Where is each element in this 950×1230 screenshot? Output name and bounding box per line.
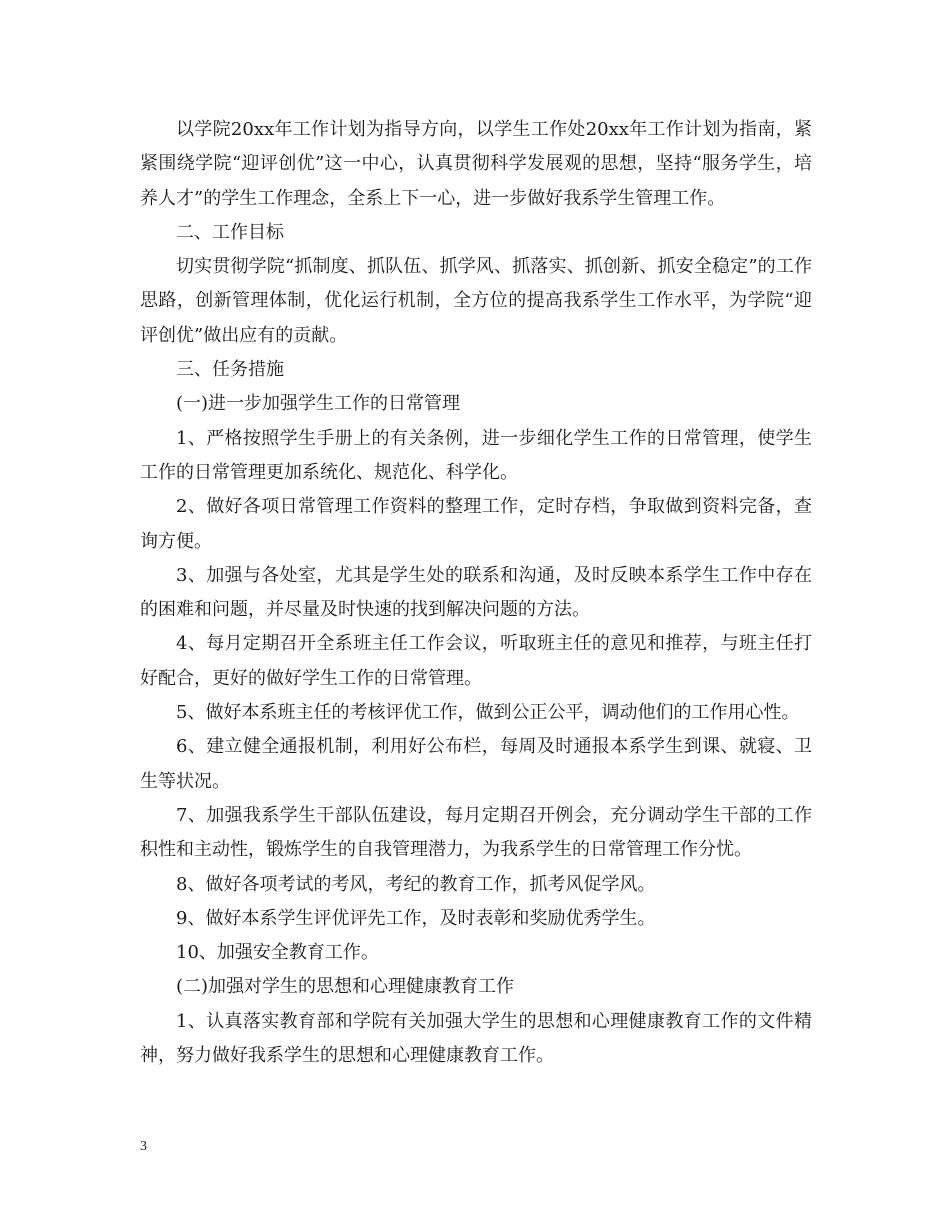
list-item-5: 5、做好本系班主任的考核评优工作，做到公正公平，调动他们的工作用心性。 (176, 702, 800, 724)
list-item-1: 1、严格按照学生手册上的有关条例，进一步细化学生工作的日常管理，使学生工作的日常管理更加系统化、规范化、科学化。 (140, 427, 812, 483)
heading-task-measures: 三、任务措施 (176, 359, 284, 381)
list-item-7: 7、加强我系学生干部队伍建设，每月定期召开例会，充分调动学生干部的工作积性和主动性，锻炼学生的自我管理潜力，为我系学生的日常管理工作分忧。 (140, 804, 812, 861)
heading-work-goals: 二、工作目标 (176, 221, 284, 243)
list-item-2: 2、做好各项日常管理工作资料的整理工作，定时存档，争取做到资料完备，查询方便。 (140, 496, 812, 552)
list-item-8: 8、做好各项考试的考风，考纪的教育工作，抓考风促学风。 (176, 873, 656, 895)
list-item-mental-health-1: 1、认真落实教育部和学院有关加强大学生的思想和心理健康教育工作的文件精神，努力做好我系学生的思想和心理健康教育工作。 (140, 1010, 812, 1067)
paragraph-guiding-direction: 以学院20xx年工作计划为指导方向，以学生工作处20xx年工作计划为指南，紧紧围绕学院“迎评创优”这一中心，认真贯彻科学发展观的思想，坚持“服务学生，培养人才”的学生工作理念，全系上下一心，进一步做好我系学生管理工作。 (140, 119, 812, 209)
subheading-daily-management: (一)进一步加强学生工作的日常管理 (176, 393, 461, 415)
paragraph-work-goals: 切实贯彻学院“抓制度、抓队伍、抓学风、抓落实、抓创新、抓安全稳定”的工作思路，创新管理体制，优化运行机制，全方位的提高我系学生工作水平，为学院“迎评创优”做出应有的贡献。 (140, 256, 812, 346)
subheading-mental-health: (二)加强对学生的思想和心理健康教育工作 (176, 976, 515, 998)
list-item-6: 6、建立健全通报机制，利用好公布栏，每周及时通报本系学生到课、就寝、卫生等状况。 (140, 736, 812, 792)
list-item-3: 3、加强与各处室，尤其是学生处的联系和沟通，及时反映本系学生工作中存在的困难和问题，并尽量及时快速的找到解决问题的方法。 (140, 564, 812, 621)
list-item-4: 4、每月定期召开全系班主任工作会议，听取班主任的意见和推荐，与班主任打好配合，更好的做好学生工作的日常管理。 (140, 633, 812, 689)
document-body (140, 113, 812, 1073)
page-number: 3 (140, 1139, 147, 1154)
list-item-9: 9、做好本系学生评优评先工作，及时表彰和奖励优秀学生。 (176, 907, 656, 929)
list-item-10: 10、加强安全教育工作。 (176, 942, 379, 964)
